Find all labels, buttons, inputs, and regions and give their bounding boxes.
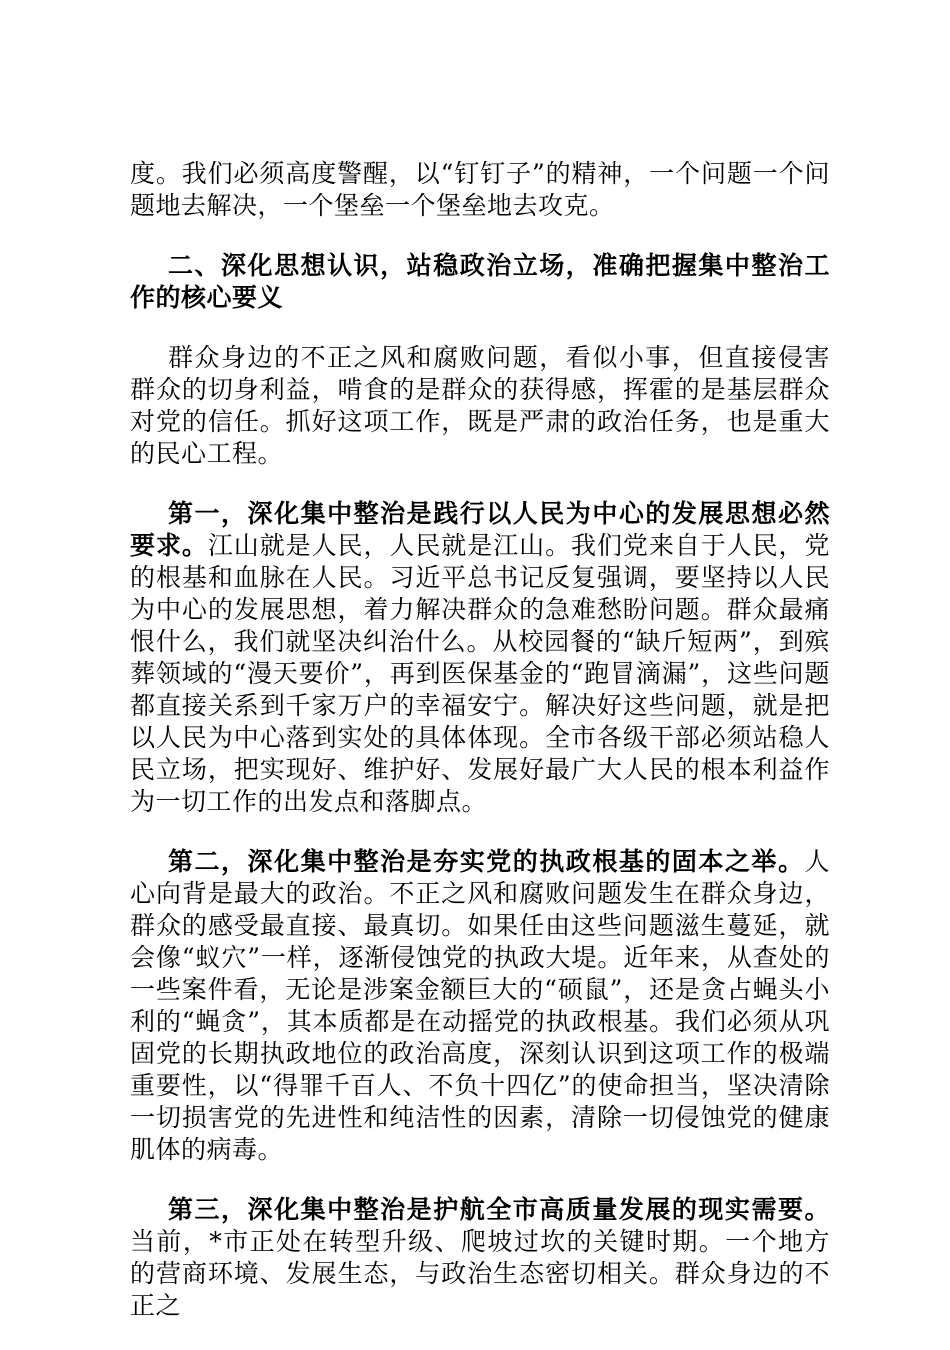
paragraph-point-two xyxy=(130,846,830,1166)
section-heading: 二、深化思想认识，站稳政治立场，准确把握集中整治工作的核心要义 xyxy=(130,251,830,312)
point-two-body: 人心向背是最大的政治。不正之风和腐败问题发生在群众身边，群众的感受最直接、最真切。如果任由这些问题滋生蔓延，就会像“蚁穴”一样，逐渐侵蚀党的执政大堤。近年来，从查处的一些案件看，无论是涉案金额巨大的“硕鼠”，还是贪占蝇头小利的“蝇贪”，其本质都是在动摇党的执政根基。我们必须从巩固党的长期执政地位的政治高度，深刻认识到这项工作的极端重要性，以“得罪千百人、不负十四亿”的使命担当，坚决清除一切损害党的先进性和纯洁性的因素，清除一切侵蚀党的健康肌体的病毒。 xyxy=(130,847,830,1164)
document-page xyxy=(130,158,830,1350)
point-three-lead: 第三，深化集中整治是护航全市高质量发展的现实需要。 xyxy=(168,1195,830,1224)
paragraph-point-three xyxy=(130,1194,830,1322)
point-three-body: 当前，*市正处在转型升级、爬坡过坎的关键时期。一个地方的营商环境、发展生态，与政治生态密切相关。群众身边的不正之 xyxy=(130,1227,830,1320)
point-one-lead: 第一，深化集中整治是践行以人民为中心的发展思想必然要求。 xyxy=(130,499,830,560)
paragraph-point-one xyxy=(130,498,830,818)
point-two-lead: 第二，深化集中整治是夯实党的执政根基的固本之举。 xyxy=(168,847,805,876)
paragraph-intro: 群众身边的不正之风和腐败问题，看似小事，但直接侵害群众的切身利益，啃食的是群众的获得感，挥霍的是基层群众对党的信任。抓好这项工作，既是严肃的政治任务，也是重大的民心工程。 xyxy=(130,343,830,468)
point-one-body: 江山就是人民，人民就是江山。我们党来自于人民，党的根基和血脉在人民。习近平总书记反复强调，要坚持以人民为中心的发展思想，着力解决群众的急难愁盼问题。群众最痛恨什么，我们就坚决纠治什么。从校园餐的“缺斤短两”，到殡葬领域的“漫天要价”，再到医保基金的“跑冒滴漏”，这些问题都直接关系到千家万户的幸福安宁。解决好这些问题，就是把以人民为中心落到实处的具体体现。全市各级干部必须站稳人民立场，把实现好、维护好、发展好最广大人民的根本利益作为一切工作的出发点和落脚点。 xyxy=(130,531,830,816)
paragraph-continuation: 度。我们必须高度警醒，以“钉钉子”的精神，一个问题一个问题地去解决，一个堡垒一个堡垒地去攻克。 xyxy=(130,159,830,220)
